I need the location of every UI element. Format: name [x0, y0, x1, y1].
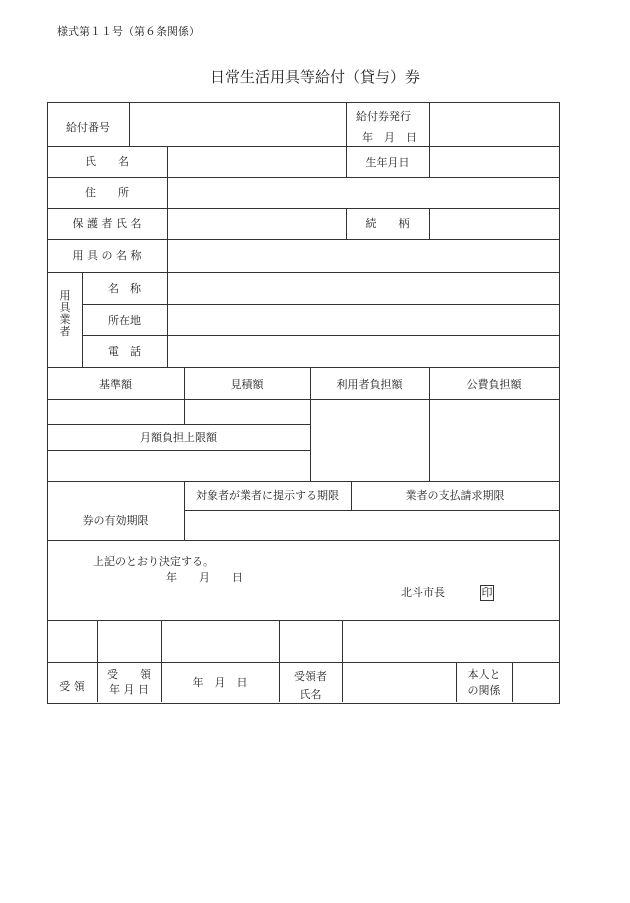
label-getsugaku-jogen: 月額負担上限額 — [140, 431, 217, 444]
label-seikyu-kigen: 業者の支払請求期限 — [405, 489, 505, 502]
col-divider — [429, 208, 430, 239]
col-divider — [429, 146, 430, 177]
row-divider — [47, 367, 559, 368]
label-kyufu-bango: 給付番号 — [66, 121, 110, 134]
col-divider — [512, 662, 513, 702]
label-kankei-2: の関係 — [467, 684, 501, 697]
label-shimei: 氏 名 — [85, 155, 129, 168]
label-mitsumorigaku: 見積額 — [230, 378, 264, 391]
label-jusho: 住 所 — [85, 186, 129, 199]
row-divider — [47, 239, 559, 240]
col-divider — [129, 102, 130, 146]
label-kohi-futan: 公費負担額 — [466, 378, 522, 391]
mayor-label: 北斗市長 — [401, 586, 445, 599]
row-divider — [47, 450, 310, 451]
label-juryo: 受 領 — [59, 680, 85, 693]
label-jurosha-2: 氏名 — [299, 688, 322, 701]
row-divider — [47, 272, 559, 273]
row-divider — [47, 146, 559, 147]
label-juryo-date-2: 年 月 日 — [109, 683, 149, 696]
col-divider — [429, 102, 430, 146]
label-yogu-meisho: 用 具 の 名 称 — [72, 249, 142, 262]
row-divider — [47, 424, 310, 425]
receipt-date: 年 月 日 — [192, 676, 248, 689]
label-teiji-kigen: 対象者が業者に提示する期限 — [196, 489, 339, 502]
label-yuko-kigen: 券の有効期限 — [82, 514, 149, 527]
row-divider — [184, 510, 559, 511]
label-kankei-1: 本人と — [467, 668, 501, 681]
seal-mark: 印 — [481, 586, 493, 599]
row-divider — [47, 208, 559, 209]
decision-text: 上記のとおり決定する。 — [93, 555, 214, 568]
label-zokugara: 続 柄 — [365, 217, 410, 230]
label-gyosha-denwa: 電 話 — [108, 345, 141, 358]
col-divider — [167, 146, 168, 367]
label-kijungaku: 基準額 — [99, 378, 132, 391]
decision-date: 年 月 日 — [166, 571, 243, 584]
col-divider — [161, 620, 162, 702]
row-divider — [47, 399, 559, 400]
label-gyosha-shozaichi: 所在地 — [108, 314, 141, 327]
label-yogu-gyosha: 用具業者 — [59, 289, 71, 338]
row-divider — [82, 304, 559, 305]
row-divider — [47, 540, 559, 541]
col-divider — [346, 102, 347, 146]
form-title: 日常生活用具等給付（貸与）券 — [209, 68, 420, 86]
label-riyosha-futan: 利用者負担額 — [336, 378, 403, 391]
row-divider — [47, 620, 559, 621]
label-hakko-date: 年 月 日 — [362, 131, 417, 144]
row-divider — [47, 662, 559, 663]
form-reference: 様式第１１号（第６条関係） — [57, 25, 200, 38]
row-divider — [82, 335, 559, 336]
row-divider — [47, 177, 559, 178]
label-seinengappi: 生年月日 — [365, 156, 410, 169]
label-jurosha-1: 受領者 — [294, 670, 327, 683]
col-divider — [342, 620, 343, 702]
row-divider — [47, 481, 559, 482]
label-gyosha-meisho: 名 称 — [108, 282, 141, 295]
label-hogosha: 保 護 者 氏 名 — [72, 217, 142, 230]
col-divider — [184, 367, 185, 424]
label-juryo-date-1: 受 領 — [107, 668, 151, 681]
label-hakko: 給付券発行 — [356, 110, 411, 123]
